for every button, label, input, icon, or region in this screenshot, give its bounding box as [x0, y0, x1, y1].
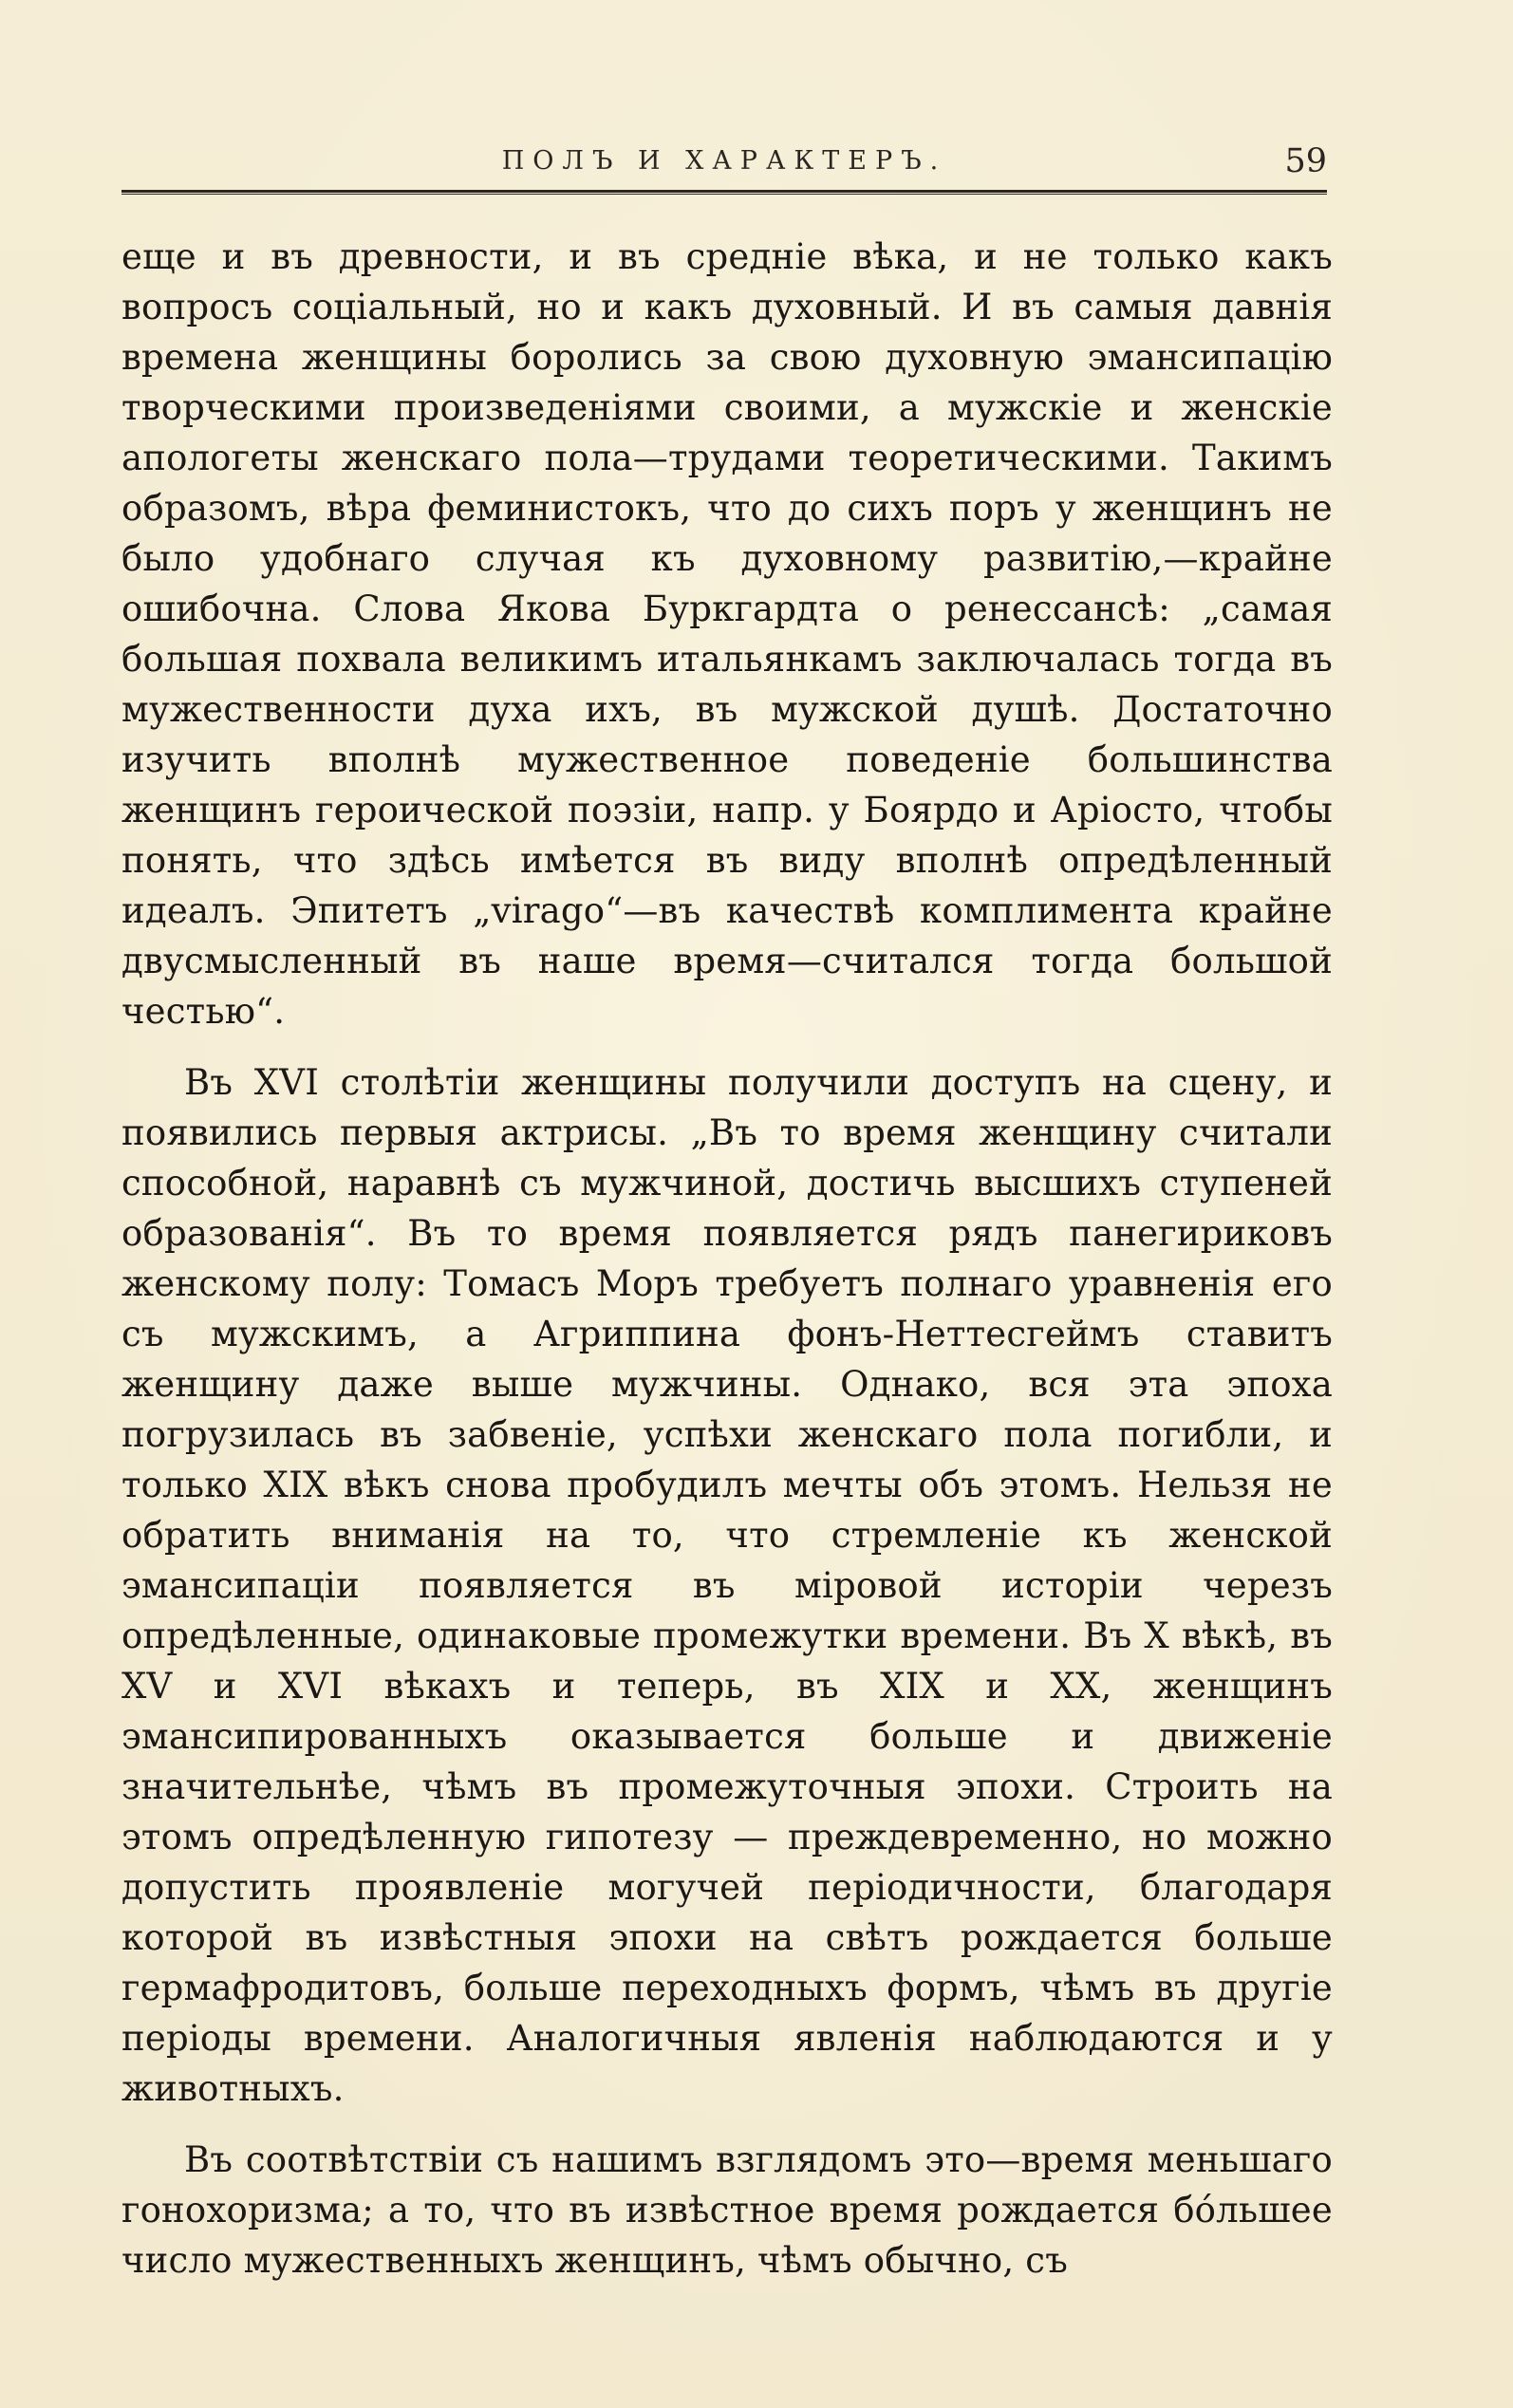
header-rule	[121, 190, 1327, 195]
body-text	[121, 232, 1333, 2286]
page-header	[121, 140, 1327, 190]
paragraph-continuation: еще и въ древности, и въ средніе вѣка, и не только какъ вопросъ соціальный, но и какъ духовный. И въ самыя давнія времена женщины боролись за свою духовную эмансипацію творческими произведеніями своими, а мужскіе и женскіе апологеты женскаго пола—трудами теоретическими. Такимъ образомъ, вѣра феминистокъ, что до сихъ поръ у женщинъ не было удобнаго случая къ духовному развитію,—крайне ошибочна. Слова Якова Буркгардта о ренессансѣ: „самая большая похвала великимъ итальянкамъ заключалась тогда въ мужественности духа ихъ, въ мужской душѣ. Достаточно изучить вполнѣ мужественное поведеніе большинства женщинъ героической поэзіи, напр. у Боярдо и Аріосто, чтобы понять, что здѣсь имѣется въ виду вполнѣ опредѣленный идеалъ. Эпитетъ „virago“—въ качествѣ комплимента крайне двусмысленный въ наше время—считался тогда большой честью“.	[121, 236, 1333, 1032]
running-head: ПОЛЪ И ХАРАКТЕРЪ.	[501, 146, 947, 176]
paragraph-xvi-century: Въ XVI столѣтіи женщины получили доступъ на сцену, и появились первыя актрисы. „Въ то время женщину считали способной, наравнѣ съ мужчиной, достичь высшихъ ступеней образованія“. Въ то время появляется рядъ панегириковъ женскому полу: Томасъ Моръ требуетъ полнаго уравненія его съ мужскимъ, а Агриппина фонъ-Неттесгеймъ ставитъ женщину даже выше мужчины. Однако, вся эта эпоха погрузилась въ забвеніе, успѣхи женскаго пола погибли, и только XIX вѣкъ снова пробудилъ мечты объ этомъ. Нельзя не обратить вниманія на то, что стремленіе къ женской эмансипаціи появляется въ міровой исторіи черезъ опредѣленные, одинаковые промежутки времени. Въ X вѣкѣ, въ XV и XVI вѣкахъ и теперь, въ XIX и XX, женщинъ эмансипированныхъ оказывается больше и движеніе значительнѣе, чѣмъ въ промежуточныя эпохи. Строить на этомъ опредѣленную гипотезу — преждевременно, но можно допустить проявленіе могучей періодичности, благодаря которой въ извѣстныя эпохи на свѣтъ рождается больше гермафродитовъ, больше переходныхъ формъ, чѣмъ въ другіе періоды времени. Аналогичныя явленія наблюдаются и у животныхъ.	[121, 1062, 1333, 2109]
paragraph-gonochorism: Въ соотвѣтствіи съ нашимъ взглядомъ это—время меньшаго гонохоризма; а то, что въ извѣстное время рождается бо́льшее число мужественныхъ женщинъ, чѣмъ обычно, съ	[121, 2139, 1333, 2281]
page-number: 59	[1284, 142, 1327, 180]
